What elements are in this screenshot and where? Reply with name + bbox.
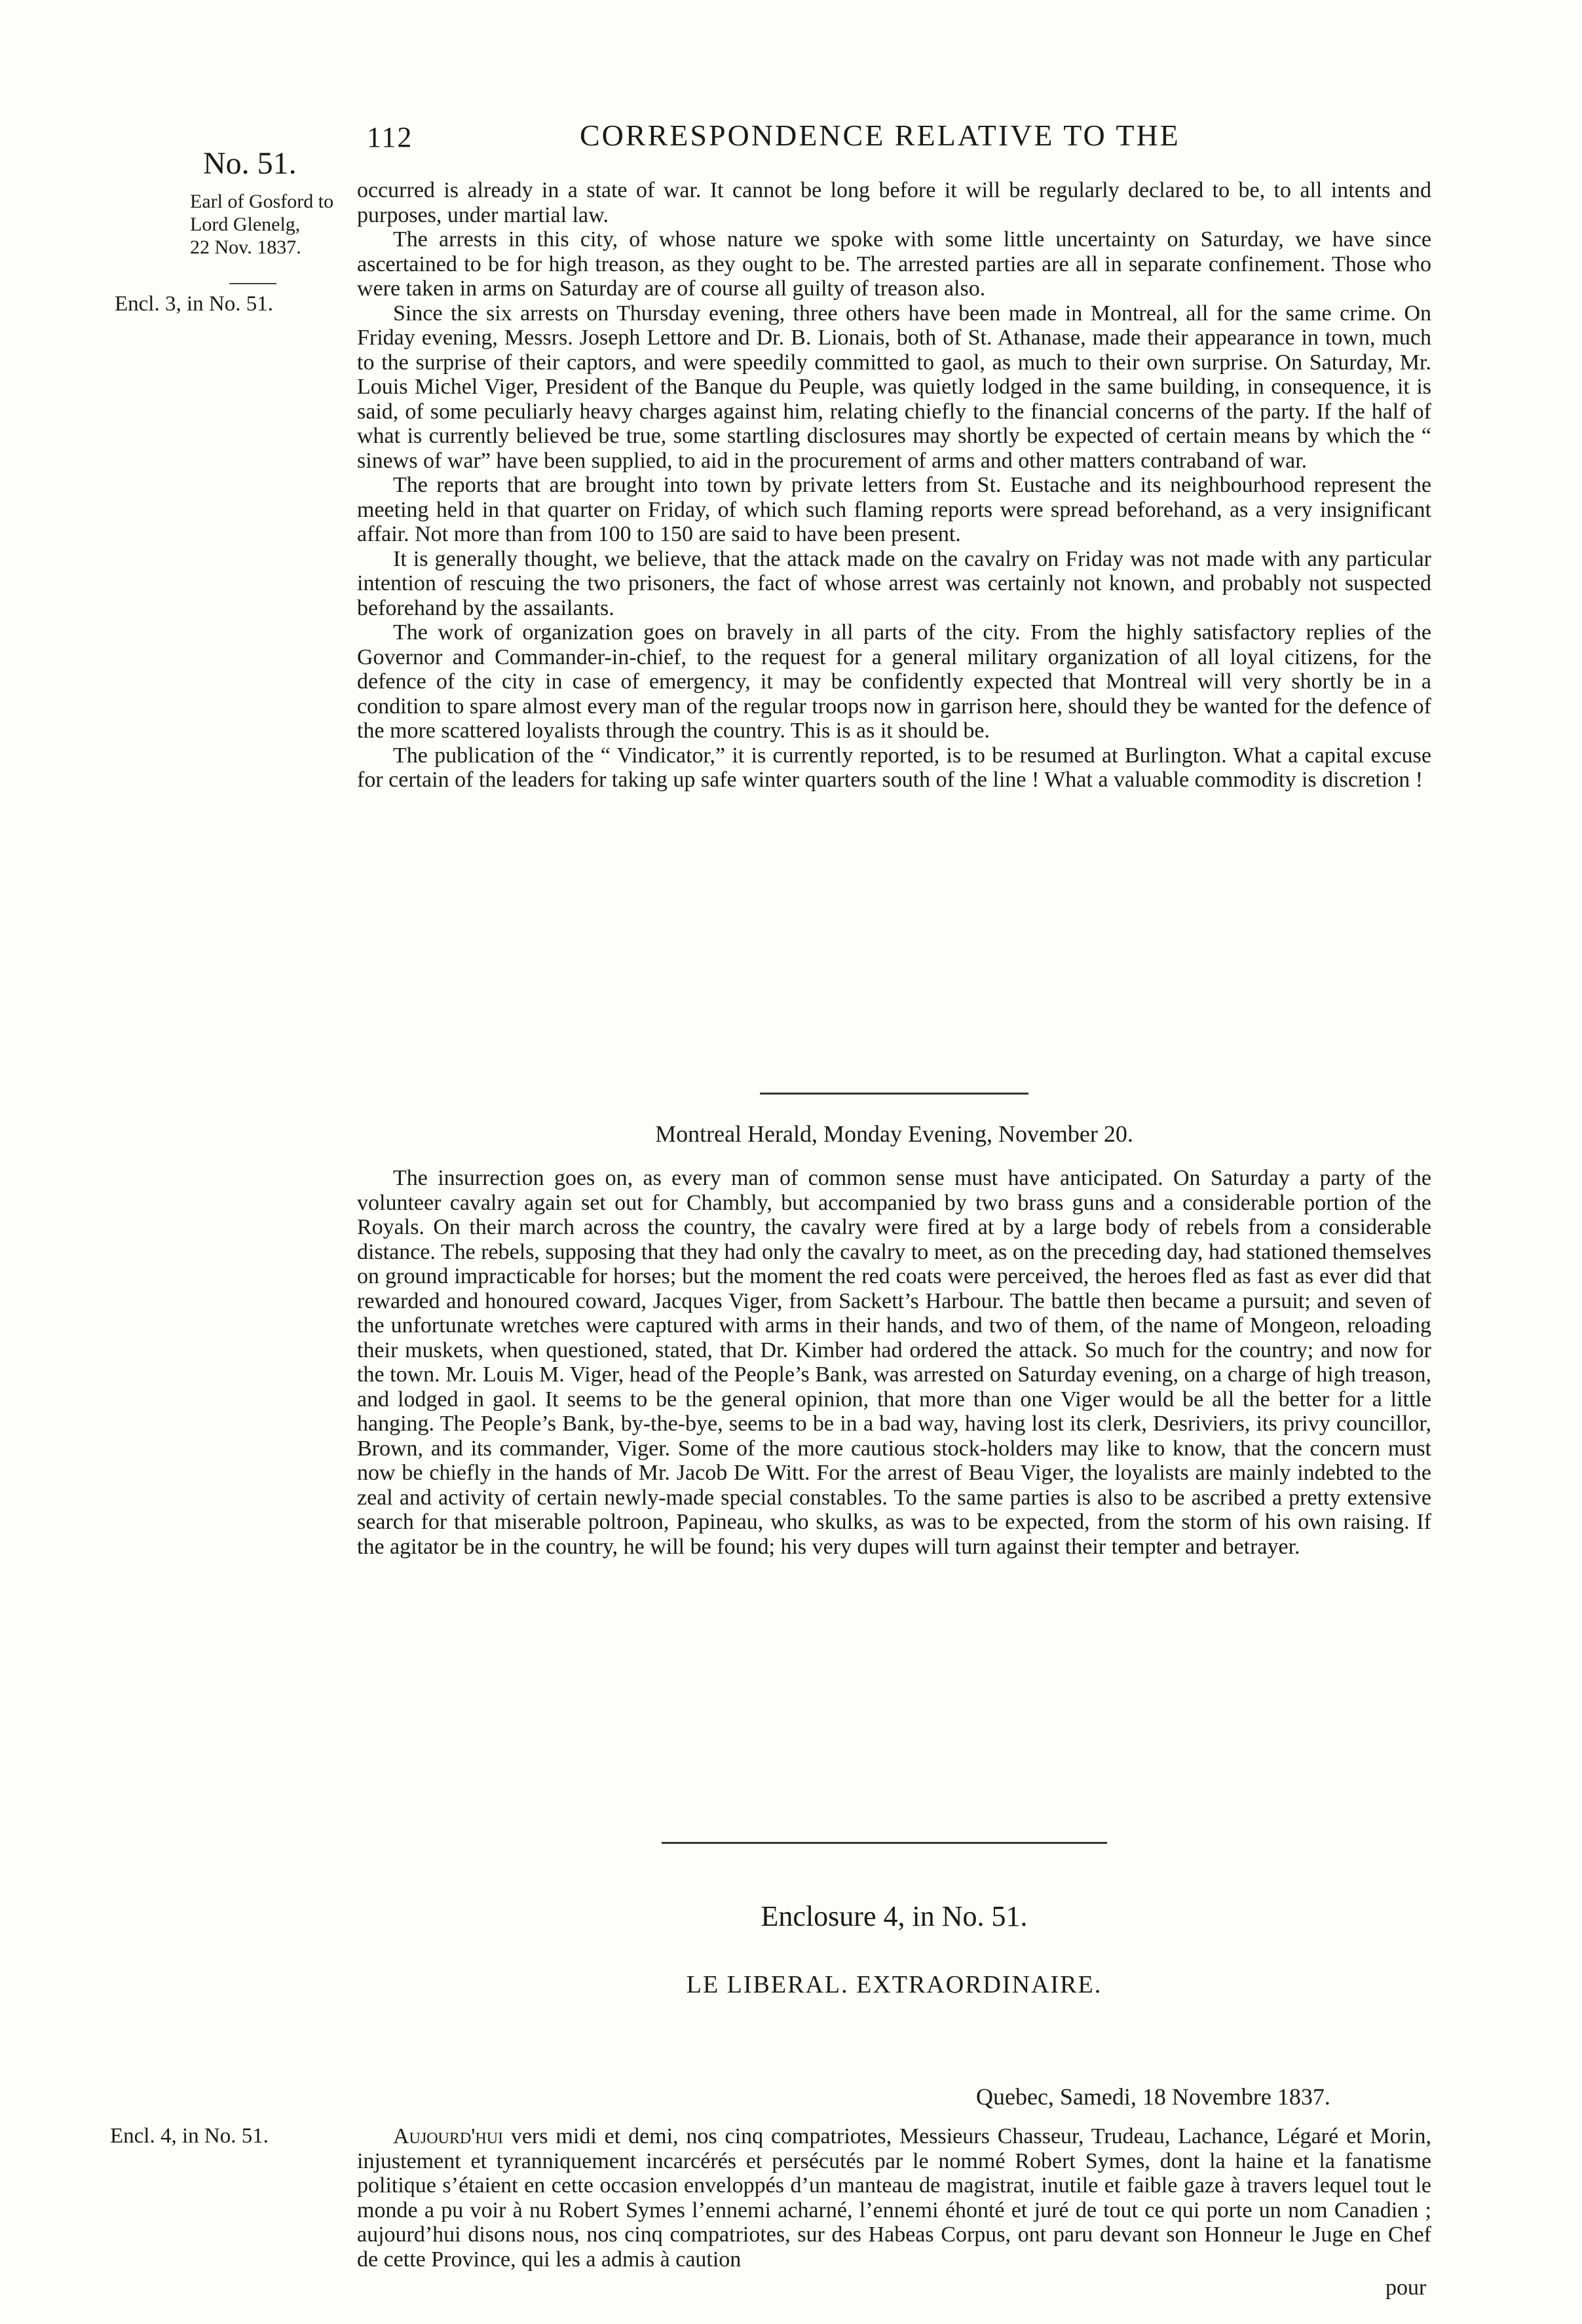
paragraph: The work of organization goes on bravely in all parts of the city. From the highly satisfactory replies of the Governor and Commander-in-chief, to the request for a general military organization of all loyal citizens, for the defence of the city in case of emergency, it may be confidently expected that Montreal will very shortly be in a condition to spare almost every man of the regular troops now in garrison here, should they be wanted for the defence of the more scattered loyalists through the country. This is as it should be. (357, 620, 1431, 743)
paragraph: occurred is already in a state of war. It cannot be long before it will be regularly declared to be, to all intents and purposes, under martial law. (357, 178, 1431, 227)
enclosure-4-text (357, 2124, 1431, 2272)
herald-dateline: Montreal Herald, Monday Evening, November 20. (655, 1121, 1133, 1147)
margin-divider (229, 283, 276, 284)
paragraph: The arrests in this city, of whose nature we spoke with some little uncertainty on Saturday, we have since ascertained to be for high treason, as they ought to be. The arrested parties are all in separate confinement. Those who were taken in arms on Saturday are of course all guilty of treason also. (357, 227, 1431, 301)
margin-date-line: 22 Nov. 1837. (190, 236, 301, 258)
enclosure-3-text (357, 178, 1431, 793)
page-number: 112 (367, 121, 413, 153)
newspaper-title: LE LIBERAL. EXTRAORDINAIRE. (686, 1971, 1102, 1998)
paragraph-text: vers midi et demi, nos cinq compatriotes, Messieurs Chasseur, Trudeau, Lachance, Légaré et Morin, injustement et tyranniquement incarcérés et persécutés par le nommé Robert Symes, dont la haine et la fanatisme politique s’étaient en cette occasion enveloppés d’un manteau de magistrat, inutile et faible gaze à travers lequel tout le monde a pu voir à nu Robert Symes l’ennemi acharné, l’ennemi éhonté et juré de tout ce qui porte un nom Canadien ; aujourd’hui disons nous, nos cinq compatriotes, sur des Habeas Corpus, ont paru devant son Honneur le Juge en Chef de cette Province, qui les a admis à caution (357, 2124, 1431, 2272)
running-title: CORRESPONDENCE RELATIVE TO THE (580, 119, 1180, 152)
herald-text (357, 1166, 1431, 1559)
paragraph (357, 2124, 1431, 2272)
margin-enclosure-3: Encl. 3, in No. 51. (115, 292, 273, 316)
margin-enclosure-4: Encl. 4, in No. 51. (110, 2124, 269, 2148)
section-divider (662, 1842, 1107, 1844)
lead-word: Aujourd'hui (393, 2124, 504, 2148)
paragraph: Since the six arrests on Thursday evening, three others have been made in Montreal, all for the same crime. On Friday evening, Messrs. Joseph Lettore and Dr. B. Lionais, both of St. Athanase, made their appearance in town, much to the surprise of their captors, and were speedily committed to gaol, as much to their own surprise. On Saturday, Mr. Louis Michel Viger, President of the Banque du Peuple, was quietly lodged in the same building, in consequence, it is said, of some peculiarly heavy charges against him, relating chiefly to the financial concerns of the party. If the half of what is currently believed be true, some startling disclosures may shortly be expected of certain means by which the “ sinews of war” have been supplied, to aid in the procurement of arms and other matters contraband of war. (357, 301, 1431, 473)
margin-dispatch-number: No. 51. (203, 146, 297, 181)
margin-to-line: Lord Glenelg, (190, 214, 301, 235)
paragraph: The publication of the “ Vindicator,” it is currently reported, is to be resumed at Burlington. What a capital excuse for certain of the leaders for taking up safe winter quarters south of the line ! What a valuable commodity is discretion ! (357, 743, 1431, 792)
place-date-line: Quebec, Samedi, 18 Novembre 1837. (976, 2084, 1330, 2110)
catchword: pour (1385, 2276, 1427, 2300)
enclosure-title: Enclosure 4, in No. 51. (761, 1900, 1028, 1932)
margin-from-line: Earl of Gosford to (190, 191, 334, 212)
paragraph: It is generally thought, we believe, that the attack made on the cavalry on Friday was not made with any particular intention of rescuing the two prisoners, the fact of whose arrest was certainly not known, and probably not suspected beforehand by the assailants. (357, 546, 1431, 620)
section-divider (760, 1093, 1028, 1095)
paragraph: The reports that are brought into town by private letters from St. Eustache and its neighbourhood represent the meeting held in that quarter on Friday, of which such flaming reports were spread beforehand, as a very insignificant affair. Not more than from 100 to 150 are said to have been present. (357, 473, 1431, 546)
paragraph: The insurrection goes on, as every man of common sense must have anticipated. On Saturday a party of the volunteer cavalry again set out for Chambly, but accompanied by two brass guns and a considerable portion of the Royals. On their march across the country, the cavalry were fired at by a large body of rebels from a considerable distance. The rebels, supposing that they had only the cavalry to meet, as on the preceding day, had stationed themselves on ground impracticable for horses; but the moment the red coats were perceived, the heroes fled as fast as ever did that rewarded and honoured coward, Jacques Viger, from Sackett’s Harbour. The battle then became a pursuit; and seven of the unfortunate wretches were captured with arms in their hands, and two of them, of the name of Mongeon, reloading their muskets, when questioned, stated, that Dr. Kimber had ordered the attack. So much for the country; and now for the town. Mr. Louis M. Viger, head of the People’s Bank, was arrested on Saturday evening, on a charge of high treason, and lodged in gaol. It seems to be the general opinion, that more than one Viger would be all the better for a little hanging. The People’s Bank, by-the-bye, seems to be in a bad way, having lost its clerk, Desriviers, its privy councillor, Brown, and its commander, Viger. Some of the more cautious stock-holders may like to know, that the concern must now be chiefly in the hands of Mr. Jacob De Witt. For the arrest of Beau Viger, the loyalists are mainly indebted to the zeal and activity of certain newly-made special constables. To the same parties is also to be ascribed a pretty extensive search for that miserable poltroon, Papineau, who skulks, as was to be expected, from the storm of his own raising. If the agitator be in the country, he will be found; his very dupes will turn against their tempter and betrayer. (357, 1166, 1431, 1559)
